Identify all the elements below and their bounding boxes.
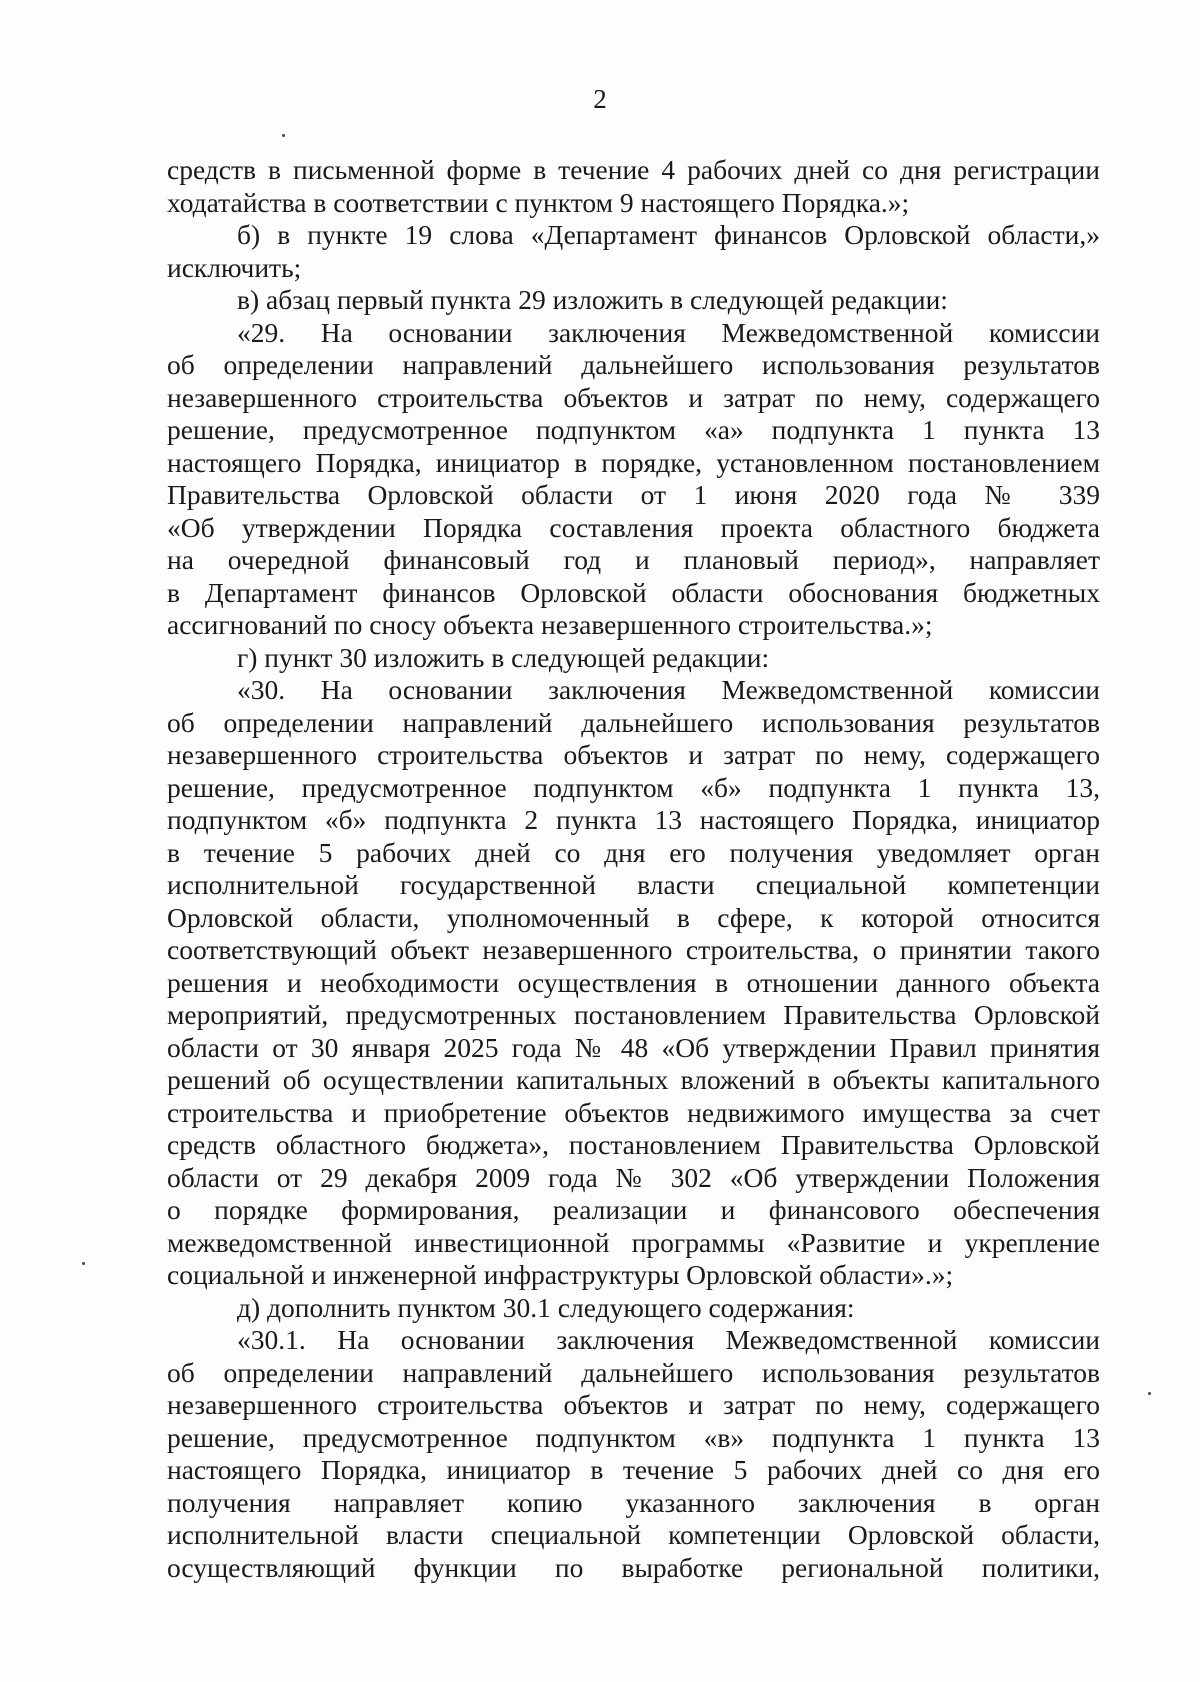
text-line: осуществляющий функции по выработке региональной политики,	[167, 1551, 1100, 1583]
text-line: об определении направлений дальнейшего использования результатов	[167, 349, 1100, 380]
text-line: «29. На основании заключения Межведомственной комиссии	[237, 316, 1100, 348]
text-line: исключить;	[167, 251, 302, 283]
text-line: исполнительной государственной власти специальной компетенции	[167, 869, 1100, 900]
text-line: ассигнований по сносу объекта незавершенного строительства.»;	[167, 609, 933, 640]
text-line: Орловской области, уполномоченный в сфере, к которой относится	[167, 901, 1100, 933]
text-line: средств в письменной форме в течение 4 рабочих дней со дня регистрации	[167, 154, 1100, 185]
scan-speck	[82, 1262, 85, 1265]
text-line: решений об осуществлении капитальных вложений в объекты капитального	[167, 1064, 1100, 1095]
text-line: незавершенного строительства объектов и затрат по нему, содержащего	[167, 739, 1100, 770]
text-line: средств областного бюджета», постановлением Правительства Орловской	[167, 1129, 1100, 1160]
text-line: о порядке формирования, реализации и финансового обеспечения	[167, 1194, 1100, 1225]
scan-speck	[1148, 1392, 1151, 1395]
text-line: «Об утверждении Порядка составления проекта областного бюджета	[167, 511, 1100, 543]
document-body	[167, 154, 1100, 1584]
text-line: области от 29 декабря 2009 года № 302 «Об утверждении Положения	[167, 1161, 1100, 1193]
text-line: об определении направлений дальнейшего использования результатов	[167, 1356, 1100, 1388]
text-line: настоящего Порядка, инициатор в порядке, установленном постановлением	[167, 446, 1100, 478]
page-number: 2	[593, 84, 607, 114]
text-line: в) абзац первый пункта 29 изложить в следующей редакции:	[237, 284, 948, 315]
text-line: строительства и приобретение объектов недвижимого имущества за счет	[167, 1096, 1100, 1128]
text-line: решения и необходимости осуществления в отношении данного объекта	[167, 966, 1100, 998]
scan-speck	[282, 134, 285, 137]
text-line: незавершенного строительства объектов и затрат по нему, содержащего	[167, 1389, 1100, 1420]
text-line: в течение 5 рабочих дней со дня его получения уведомляет орган	[167, 836, 1100, 868]
text-line: получения направляет копию указанного заключения в орган	[167, 1486, 1100, 1518]
text-line: незавершенного строительства объектов и затрат по нему, содержащего	[167, 381, 1100, 413]
text-line: межведомственной инвестиционной программы «Развитие и укрепление	[167, 1226, 1100, 1258]
text-line: решение, предусмотренное подпунктом «а» подпункта 1 пункта 13	[167, 414, 1100, 445]
text-line: Правительства Орловской области от 1 июня 2020 года № 339	[167, 479, 1100, 510]
text-line: на очередной финансовый год и плановый период», направляет	[167, 544, 1100, 575]
text-line: социальной и инженерной инфраструктуры Орловской области».»;	[167, 1259, 954, 1290]
text-line: решение, предусмотренное подпунктом «в» подпункта 1 пункта 13	[167, 1421, 1100, 1453]
text-line: г) пункт 30 изложить в следующей редакции:	[237, 641, 770, 673]
text-line: об определении направлений дальнейшего использования результатов	[167, 706, 1100, 738]
text-line: соответствующий объект незавершенного строительства, о принятии такого	[167, 934, 1100, 965]
text-line: области от 30 января 2025 года № 48 «Об утверждении Правил принятия	[167, 1031, 1100, 1063]
text-line: в Департамент финансов Орловской области обоснования бюджетных	[167, 576, 1100, 608]
text-line: ходатайства в соответствии с пунктом 9 настоящего Порядка.»;	[167, 186, 910, 218]
text-line: «30.1. На основании заключения Межведомственной комиссии	[237, 1324, 1100, 1355]
text-line: исполнительной власти специальной компетенции Орловской области,	[167, 1519, 1100, 1550]
text-line: настоящего Порядка, инициатор в течение 5 рабочих дней со дня его	[167, 1454, 1100, 1485]
text-line: решение, предусмотренное подпунктом «б» подпункта 1 пункта 13,	[167, 771, 1100, 803]
text-line: «30. На основании заключения Межведомственной комиссии	[237, 674, 1100, 705]
text-line: мероприятий, предусмотренных постановлением Правительства Орловской	[167, 999, 1100, 1030]
text-line: д) дополнить пунктом 30.1 следующего содержания:	[237, 1291, 855, 1323]
text-line: подпунктом «б» подпункта 2 пункта 13 настоящего Порядка, инициатор	[167, 804, 1100, 835]
text-line: б) в пункте 19 слова «Департамент финансов Орловской области,»	[237, 219, 1100, 250]
